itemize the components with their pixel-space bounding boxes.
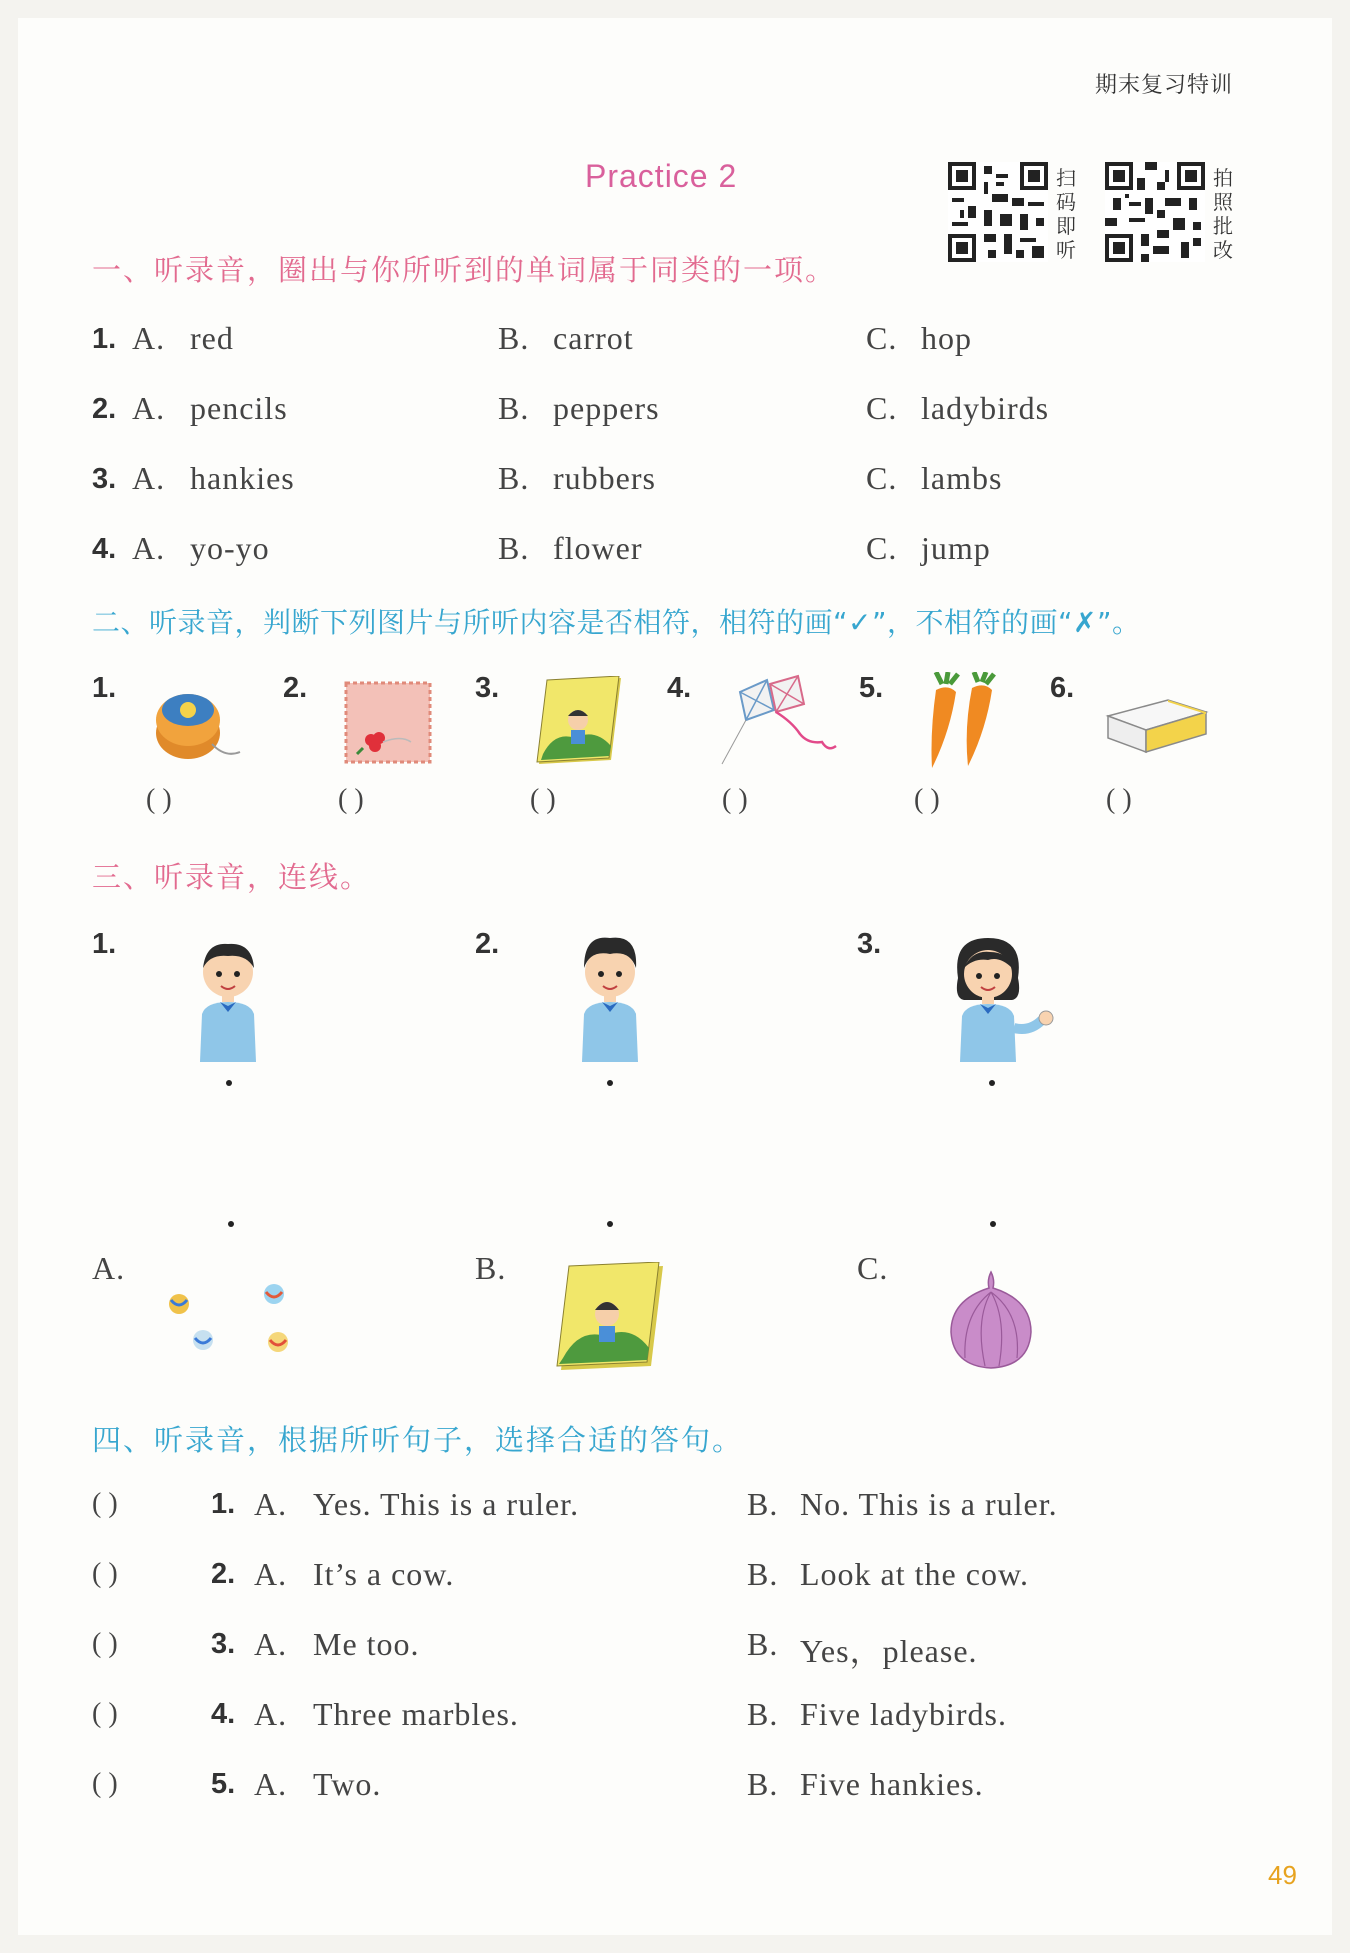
option-a-letter[interactable]: A. xyxy=(254,1486,288,1522)
option-b-sentence[interactable]: Yes，please. xyxy=(800,1633,978,1669)
option-a-sentence[interactable]: Yes. This is a ruler. xyxy=(313,1486,580,1522)
item-number: 5. xyxy=(211,1768,236,1800)
option-a-letter[interactable]: A. xyxy=(254,1626,288,1662)
item-number: 3. xyxy=(475,672,500,704)
answer-paren[interactable]: ( ) xyxy=(92,1698,118,1729)
item-number: 1. xyxy=(211,1488,236,1520)
match-dot-bottom[interactable] xyxy=(228,1221,234,1227)
option-b-word[interactable]: flower xyxy=(553,530,643,566)
section1-heading: 一、听录音，圈出与你所听到的单词属于同类的一项。 xyxy=(92,253,837,287)
match-dot-bottom[interactable] xyxy=(990,1221,996,1227)
scan-listen-caption: 扫码即听 xyxy=(1056,166,1076,262)
option-a-word[interactable]: yo-yo xyxy=(190,530,270,566)
book-icon[interactable] xyxy=(555,1262,665,1374)
option-a-letter[interactable]: A. xyxy=(132,530,166,566)
qr-code-correct-icon[interactable] xyxy=(1105,162,1205,262)
answer-paren[interactable]: ( ) xyxy=(146,784,172,815)
option-c-word[interactable]: hop xyxy=(921,320,972,356)
person-number: 1. xyxy=(92,928,117,960)
object-label: C. xyxy=(857,1250,889,1286)
yoyo-icon xyxy=(150,678,245,768)
item-number: 1. xyxy=(92,323,117,355)
onion-icon[interactable] xyxy=(945,1270,1037,1370)
photo-correct-caption: 拍照批改 xyxy=(1213,166,1233,262)
option-c-word[interactable]: lambs xyxy=(921,460,1003,496)
option-b-letter[interactable]: B. xyxy=(498,530,530,566)
carrots-icon xyxy=(922,672,1012,772)
option-b-letter[interactable]: B. xyxy=(747,1766,779,1802)
answer-paren[interactable]: ( ) xyxy=(530,784,556,815)
qr-code-listen-icon[interactable] xyxy=(948,162,1048,262)
kite-icon xyxy=(712,672,837,772)
option-b-letter[interactable]: B. xyxy=(747,1626,779,1662)
object-label: B. xyxy=(475,1250,507,1286)
option-b-word[interactable]: peppers xyxy=(553,390,660,426)
boy-icon[interactable] xyxy=(570,928,650,1062)
option-a-sentence[interactable]: It’s a cow. xyxy=(313,1556,455,1592)
option-c-letter[interactable]: C. xyxy=(866,320,898,356)
option-b-sentence[interactable]: Five ladybirds. xyxy=(800,1696,1007,1732)
option-b-sentence[interactable]: Five hankies. xyxy=(800,1766,984,1802)
option-b-letter[interactable]: B. xyxy=(747,1556,779,1592)
section2-heading: 二、听录音，判断下列图片与所听内容是否相符，相符的画“✓”，不相符的画“✗”。 xyxy=(92,606,1141,639)
girl-icon[interactable] xyxy=(938,928,1060,1062)
answer-paren[interactable]: ( ) xyxy=(92,1768,118,1799)
option-b-word[interactable]: rubbers xyxy=(553,460,656,496)
answer-paren[interactable]: ( ) xyxy=(338,784,364,815)
answer-paren[interactable]: ( ) xyxy=(914,784,940,815)
boy-icon[interactable] xyxy=(188,932,268,1062)
answer-paren[interactable]: ( ) xyxy=(1106,784,1132,815)
item-number: 2. xyxy=(92,393,117,425)
option-a-letter[interactable]: A. xyxy=(132,320,166,356)
item-number: 3. xyxy=(211,1628,236,1660)
option-c-word[interactable]: ladybirds xyxy=(921,390,1050,426)
rubber-icon xyxy=(1102,686,1212,756)
option-c-letter[interactable]: C. xyxy=(866,530,898,566)
option-a-sentence[interactable]: Three marbles. xyxy=(313,1696,519,1732)
section3-heading: 三、听录音，连线。 xyxy=(92,860,372,894)
option-b-letter[interactable]: B. xyxy=(747,1696,779,1732)
option-b-letter[interactable]: B. xyxy=(498,390,530,426)
item-number: 2. xyxy=(211,1558,236,1590)
answer-paren[interactable]: ( ) xyxy=(92,1558,118,1589)
option-a-letter[interactable]: A. xyxy=(254,1766,288,1802)
page-number: 49 xyxy=(1268,1860,1297,1890)
answer-paren[interactable]: ( ) xyxy=(92,1488,118,1519)
option-c-letter[interactable]: C. xyxy=(866,390,898,426)
option-b-letter[interactable]: B. xyxy=(747,1486,779,1522)
answer-paren[interactable]: ( ) xyxy=(722,784,748,815)
option-b-letter[interactable]: B. xyxy=(498,460,530,496)
match-dot-top[interactable] xyxy=(989,1080,995,1086)
header-tag: 期末复习特训 xyxy=(1095,73,1234,98)
item-number: 4. xyxy=(211,1698,236,1730)
option-a-word[interactable]: pencils xyxy=(190,390,288,426)
item-number: 2. xyxy=(283,672,308,704)
marbles-icon[interactable] xyxy=(165,1280,295,1355)
item-number: 1. xyxy=(92,672,117,704)
option-a-letter[interactable]: A. xyxy=(132,390,166,426)
option-b-sentence[interactable]: Look at the cow. xyxy=(800,1556,1029,1592)
item-number: 4. xyxy=(92,533,117,565)
object-label: A. xyxy=(92,1250,126,1286)
section4-heading: 四、听录音，根据所听句子，选择合适的答句。 xyxy=(92,1423,744,1457)
person-number: 2. xyxy=(475,928,500,960)
match-dot-top[interactable] xyxy=(226,1080,232,1086)
option-a-letter[interactable]: A. xyxy=(254,1556,288,1592)
option-b-word[interactable]: carrot xyxy=(553,320,634,356)
option-c-letter[interactable]: C. xyxy=(866,460,898,496)
match-dot-bottom[interactable] xyxy=(607,1221,613,1227)
answer-paren[interactable]: ( ) xyxy=(92,1628,118,1659)
book-icon xyxy=(535,676,625,768)
item-number: 3. xyxy=(92,463,117,495)
option-b-letter[interactable]: B. xyxy=(498,320,530,356)
option-b-sentence[interactable]: No. This is a ruler. xyxy=(800,1486,1058,1522)
page-title: Practice 2 xyxy=(585,158,738,194)
item-number: 5. xyxy=(859,672,884,704)
option-a-word[interactable]: hankies xyxy=(190,460,295,496)
person-number: 3. xyxy=(857,928,882,960)
option-a-letter[interactable]: A. xyxy=(132,460,166,496)
match-dot-top[interactable] xyxy=(607,1080,613,1086)
option-a-word[interactable]: red xyxy=(190,320,234,356)
option-a-sentence[interactable]: Two. xyxy=(313,1766,382,1802)
item-number: 4. xyxy=(667,672,692,704)
option-a-letter[interactable]: A. xyxy=(254,1696,288,1732)
option-a-sentence[interactable]: Me too. xyxy=(313,1626,420,1662)
hanky-icon xyxy=(343,680,433,765)
item-number: 6. xyxy=(1050,672,1075,704)
option-c-word[interactable]: jump xyxy=(921,530,991,566)
